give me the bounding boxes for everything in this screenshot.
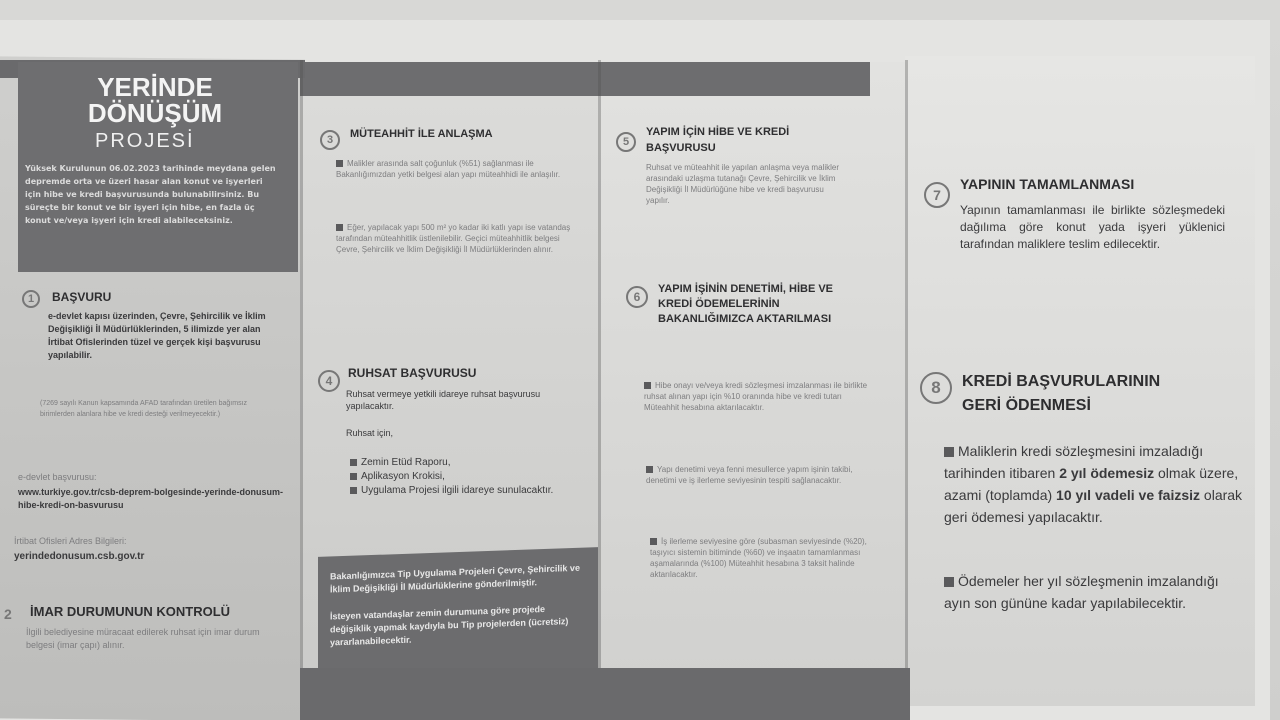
bullet-text: İş ilerleme seviyesine göre (subasman seviyesinde (%20), taşıyıcı sistemin bitiminde (%60) ve inşaatın tamamlanması aşamalarında (%100) Müteahhit hesabına 3 taksit halinde aktarılacaktır. (650, 537, 867, 579)
intro-text: Yüksek Kurulunun 06.02.2023 tarihinde meydana gelen depremde orta ve üzeri hasar alan konut ve işyerleri için hibe ve kredi başvurusunda bulunabilirsiniz. Bu süreçte bir konut ve bir işyeri için hibe, en fazla üç konut ve/veya işyeri için kredi alabileceksiniz. (25, 164, 276, 225)
info-box (318, 547, 598, 685)
step-body: Ruhsat vermeye yetkili idareye ruhsat başvurusu yapılacaktır. (346, 389, 541, 411)
step-title: BAŞVURU (52, 290, 112, 304)
list-item: Aplikasyon Krokisi, (350, 470, 570, 484)
step-title: İMAR DURUMUNUN KONTROLÜ (30, 604, 231, 619)
step-number: 1 (22, 290, 40, 308)
logo-line-2: DÖNÜŞÜM (87, 98, 223, 128)
bullet-icon (944, 447, 954, 457)
fold-line (905, 60, 908, 720)
step-bullet (336, 222, 581, 255)
ofis-label: İrtibat Ofisleri Adres Bilgileri: (14, 536, 127, 546)
step-title: YAPIM İŞİNİN DENETİMİ, HİBE VE KREDİ ÖDEMELERİNİN BAKANLIĞIMIZCA AKTARILMASI (658, 283, 834, 325)
bullet-icon (350, 459, 357, 466)
fold-line (598, 60, 601, 720)
top-band (300, 62, 870, 96)
step-title (962, 370, 1160, 418)
bullet-icon (350, 487, 357, 494)
step-number: 3 (320, 130, 340, 150)
step-body: e-devlet kapısı üzerinden, Çevre, Şehircilik ve İklim Değişikliği İl Müdürlüklerinden, 5 ilimizde yer alan İrtibat Ofislerinden tüzel ve gerçek kişi başvurusu yapılabilir. (48, 311, 266, 360)
step-number: 6 (626, 286, 648, 308)
list-item: Uygulama Projesi ilgili idareye sunulacaktır. (350, 484, 570, 498)
edevlet-link[interactable]: www.turkiye.gov.tr/csb-deprem-bolgesinde-yerinde-donusum-hibe-kredi-on-basvurusu (18, 487, 284, 510)
list-item: Zemin Etüd Raporu, (350, 456, 570, 470)
step-body: Yapının tamamlanması ile birlikte sözleşmedeki dağılıma göre konut yada işyeri yüklenici tarafından maliklere teslim edilecektir. (960, 203, 1225, 251)
step-body: Ruhsat ve müteahhit ile yapılan anlaşma veya malikler arasındaki uzlaşma tutanağı Çevre, Şehircilik ve İklim Değişikliği İl Müdürlüğüne hibe ve kredi başvurusu yapılır. (646, 163, 839, 205)
bullet-icon (350, 473, 357, 480)
bottom-band (300, 668, 910, 720)
bullet-icon (944, 577, 954, 587)
info-text-2: İsteyen vatandaşlar zemin durumuna göre projede değişiklik yapmak kaydıyla bu Tip projelerden (ücretsiz) yararlanabilecektir. (330, 603, 569, 648)
bullet-text: Eğer, yapılacak yapı 500 m² yo kadar iki katlı yapı ise vatandaş tarafından müteahhitlik üstlenilebilir. Geçici müteahhitlik belgesi Çevre, Şehircilik ve İklim Değişikliği İl Müdürlüklerinden alınır. (336, 223, 571, 254)
step-title: RUHSAT BAŞVURUSU (348, 366, 477, 380)
edevlet-label: e-devlet başvurusu: (18, 472, 97, 482)
step-note: (7269 sayılı Kanun kapsamında AFAD tarafından üretilen bağımsız birimlerden alanlara hibe ve kredi desteği verilmeyecektir.) (40, 400, 248, 418)
fold-line (300, 60, 303, 720)
logo-title (70, 74, 240, 126)
bullet-icon (646, 466, 653, 473)
step-title: YAPININ TAMAMLANMASI (960, 176, 1135, 192)
bullet-icon (336, 224, 343, 231)
step-body: İlgili belediyesine müracaat edilerek ruhsat için imar durum belgesi (imar çapı) alınır. (26, 627, 260, 650)
step-title: MÜTEAHHİT İLE ANLAŞMA (350, 128, 493, 140)
bullet-text: Yapı denetimi veya fenni mesullerce yapım işinin takibi, denetimi ve iş ilerleme seviyesinin tespiti sağlanacaktır. (646, 465, 853, 485)
logo-line-1: YERİNDE (97, 72, 213, 102)
logo-subtitle: PROJESİ (95, 130, 195, 152)
step-number: 5 (616, 132, 636, 152)
step-bullet: Maliklerin kredi sözleşmesini imzaladığı tarihinden itibaren 2 yıl ödemesiz olmak üzere, azami (toplamda) 10 yıl vadeli ve faizsiz olarak geri ödemesi yapılacaktır. (944, 443, 1243, 525)
step-number: 4 (318, 370, 340, 392)
ofis-link[interactable]: yerindedonusum.csb.gov.tr (14, 551, 145, 562)
step-bullet (336, 158, 581, 180)
step-title-line-2: GERİ ÖDENMESİ (962, 397, 1091, 414)
step-number: 2 (4, 606, 12, 622)
bullet-icon (650, 538, 657, 545)
step-title: YAPIM İÇİN HİBE VE KREDİ BAŞVURUSU (646, 126, 790, 154)
step-title-line-1: KREDİ BAŞVURULARININ (962, 373, 1161, 390)
step-number: 7 (924, 182, 950, 208)
bullet-icon (336, 160, 343, 167)
step-bullet (646, 464, 881, 486)
bullet-text: Malikler arasında salt çoğunluk (%51) sağlanması ile Bakanlığımızdan yetki belgesi alan yapı müteahhidi ile anlaşılır. (336, 159, 561, 179)
info-text-1: Bakanlığımızca Tip Uygulama Projeleri Çevre, Şehircilik ve İklim Değişikliği İl Müdürlüklerine gönderilmiştir. (330, 562, 580, 595)
step-body-2: Ruhsat için, (346, 428, 394, 438)
bullet-icon (644, 382, 651, 389)
step-bullet: Ödemeler her yıl sözleşmenin imzalandığı ayın son gününe kadar yapılabilecektir. (944, 573, 1219, 611)
bullet-text: Hibe onayı ve/veya kredi sözleşmesi imzalanması ile birlikte ruhsat alınan yapı için %10 oranında hibe ve kredi tutarı Müteahhit hesabına aktarılacaktır. (644, 381, 868, 412)
step-bullet (650, 536, 890, 580)
requirements-list (350, 456, 570, 498)
step-bullet (644, 380, 879, 413)
step-number: 8 (920, 372, 952, 404)
